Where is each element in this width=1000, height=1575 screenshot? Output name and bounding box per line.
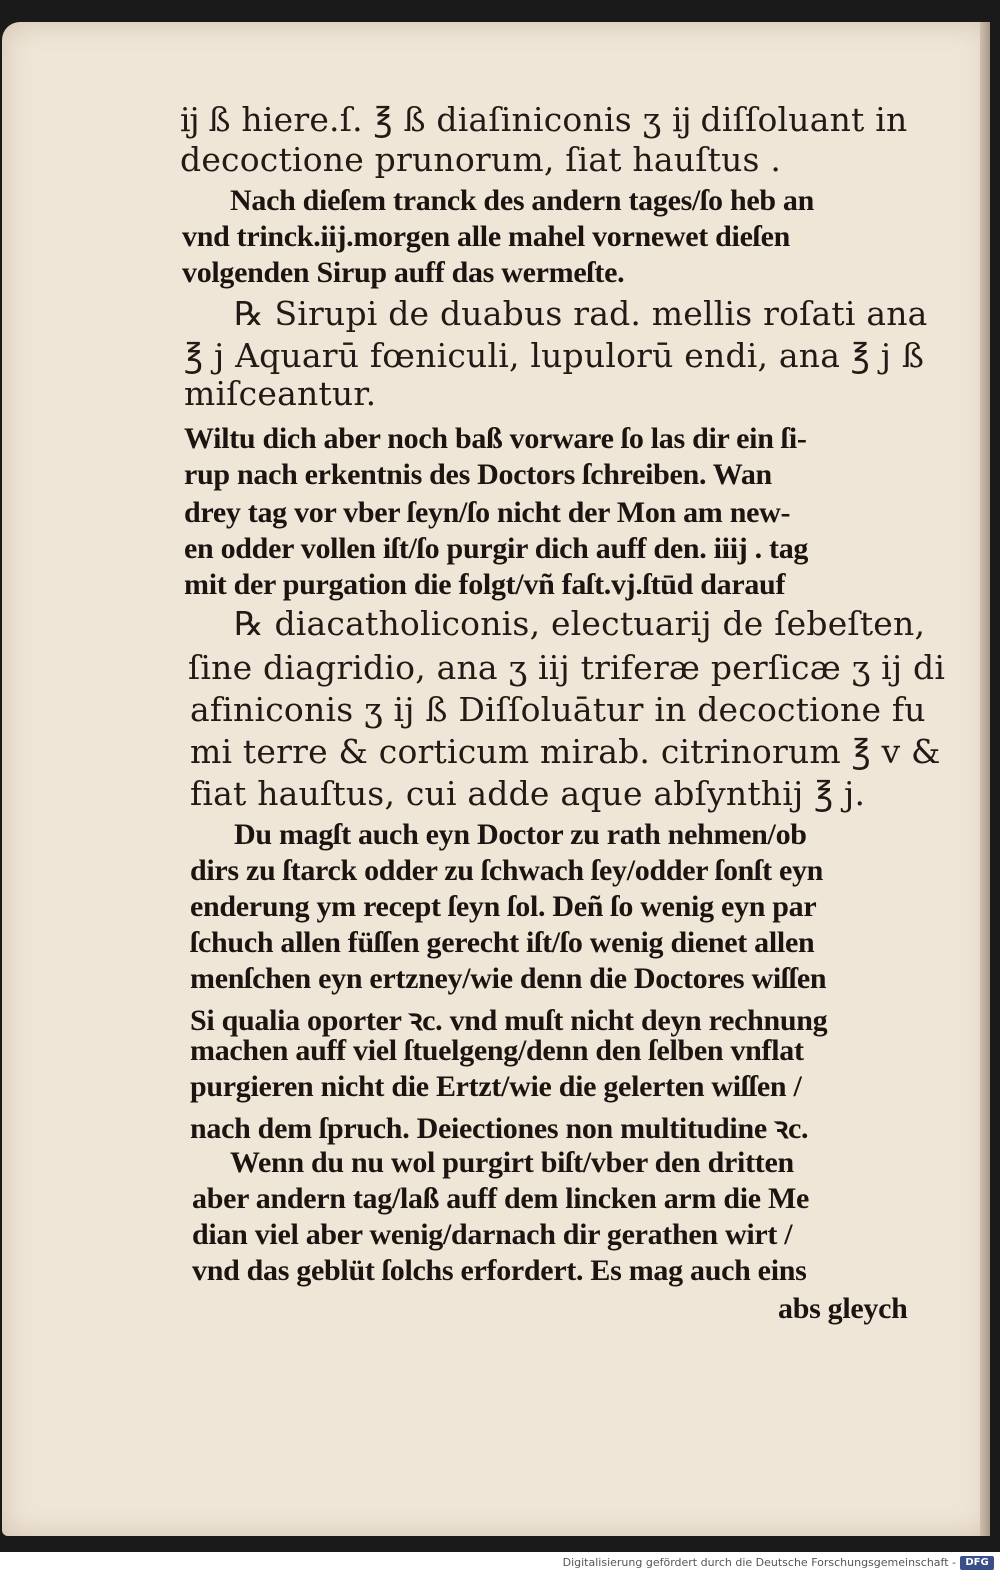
text-line-4: vnd trinck.iij.morgen alle mahel vornewet dieſen	[182, 220, 791, 253]
text-line-13: mit der purgation die folgt/vñ faſt.vj.ſtūd darauf	[184, 568, 786, 601]
text-line-16: afiniconis ʒ ij ß Diſſoluātur in decoctione fu	[190, 690, 926, 729]
dfg-logo-badge: DFG	[960, 1556, 994, 1570]
text-line-11: drey tag vor vber ſeyn/ſo nicht der Mon am new-	[184, 496, 791, 529]
footer-bar	[0, 1552, 1000, 1575]
text-line-19: Du magſt auch eyn Doctor zu rath nehmen/ob	[234, 818, 807, 851]
text-line-28: Wenn du nu wol purgirt biſt/vber den dritten	[230, 1146, 794, 1179]
text-line-6: ℞ Sirupi de duabus rad. mellis roſati ana	[234, 294, 928, 333]
text-line-2: decoctione prunorum, ſiat hauſtus .	[180, 140, 782, 179]
book-page	[2, 22, 990, 1536]
text-line-3: Nach dieſem tranck des andern tages/ſo heb an	[230, 184, 815, 217]
footer-credit-text: Digitalisierung gefördert durch die Deutsche Forschungsgemeinschaft -	[562, 1556, 956, 1569]
text-line-8: miſceantur.	[184, 374, 377, 413]
text-line-18: fiat hauſtus, cui adde aque abſynthij ℥ j.	[190, 774, 866, 813]
text-line-27: nach dem ſpruch. Deiectiones non multitudine ꝛc.	[190, 1112, 809, 1145]
text-line-21: enderung ym recept ſeyn ſol. Deñ ſo wenig eyn par	[190, 890, 817, 923]
text-line-12: en odder vollen iſt/ſo purgir dich auff den. iiij . tag	[184, 532, 809, 565]
text-line-7: ℥ j Aquarū fœniculi, lupulorū endi, ana ℥ j ß	[184, 336, 925, 375]
text-line-15: ſine diagridio, ana ʒ iij triferæ perſicæ ʒ ij di	[188, 648, 946, 687]
text-line-5: volgenden Sirup auff das wermeſte.	[182, 256, 625, 289]
text-line-22: ſchuch allen füſſen gerecht iſt/ſo wenig dienet allen	[190, 926, 815, 959]
text-line-25: machen auff viel ſtuelgeng/denn den ſelben vnflat	[190, 1034, 804, 1067]
text-line-23: menſchen eyn ertzney/wie denn die Doctores wiſſen	[190, 962, 827, 995]
text-line-24: Si qualia oporter ꝛc. vnd muſt nicht deyn rechnung	[190, 1004, 828, 1037]
text-line-26: purgieren nicht die Ertzt/wie die gelerten wiſſen /	[190, 1070, 802, 1103]
text-line-17: mi terre & corticum mirab. citrinorum ℥ v &	[190, 732, 941, 771]
text-line-9: Wiltu dich aber noch baß vorware ſo las dir ein ſi-	[184, 422, 807, 455]
catchword: abs gleych	[778, 1292, 908, 1325]
text-line-10: rup nach erkentnis des Doctors ſchreiben. Wan	[184, 458, 772, 491]
text-line-20: dirs zu ſtarck odder zu ſchwach ſey/odder ſonſt eyn	[190, 854, 824, 887]
text-line-31: vnd das geblüt ſolchs erfordert. Es mag auch eins	[192, 1254, 807, 1287]
text-line-14: ℞ diacatholiconis, electuarij de ſebeſten,	[234, 604, 926, 643]
text-line-1: ĳ ß hiere.ſ. ℥ ß diaſiniconis ʒ ĳ diſſoluant in	[180, 100, 908, 139]
text-line-30: dian viel aber wenig/darnach dir gerathen wirt /	[192, 1218, 793, 1251]
text-line-29: aber andern tag/laß auff dem lincken arm die Me	[192, 1182, 809, 1215]
